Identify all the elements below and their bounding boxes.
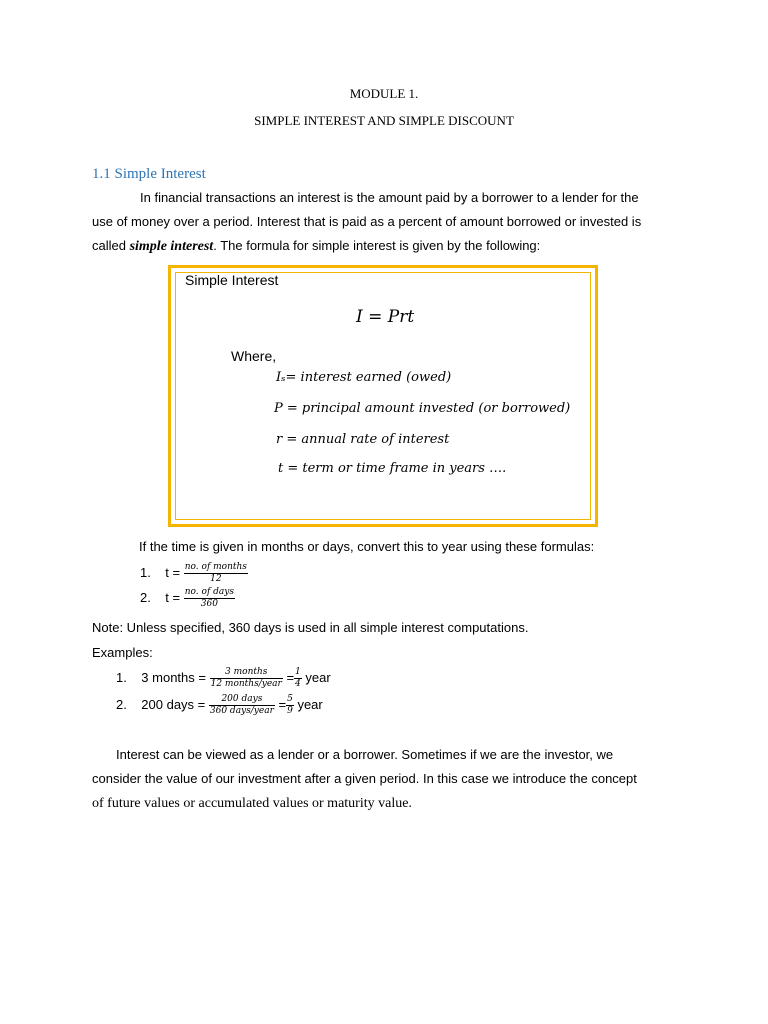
where-label: Where,: [231, 348, 277, 364]
example-item-2: 2. 200 days = $\frac{\text{200 days}}{\text{360 days/year}}$ = $\frac{5}{9}$ year: [116, 694, 323, 716]
intro-line-2: use of money over a period. Interest that is paid as a percent of amount borrowed or invested is: [92, 214, 642, 229]
simple-interest-term: simple interest: [129, 239, 214, 254]
examples-label: Examples:: [92, 645, 153, 660]
formula: I = Prt: [356, 307, 415, 327]
conversion-item-1: 1. t = $\frac{\text{no. of months}}{12}$: [140, 562, 247, 584]
module-subtitle: SIMPLE INTEREST AND SIMPLE DISCOUNT: [254, 113, 514, 128]
conversion-item-2: 2. t = $\frac{\text{no. of days}}{360}$: [140, 587, 234, 609]
formula-box: [168, 265, 598, 527]
definition-r: r = annual rate of interest: [276, 432, 450, 447]
note: Note: Unless specified, 360 days is used in all simple interest computations.: [92, 620, 529, 635]
definition-is: Iₛ= interest earned (owed): [276, 370, 452, 385]
module-title: MODULE 1.: [349, 86, 419, 101]
definition-p: P = principal amount invested (or borrowed): [274, 401, 571, 416]
intro-line-1: In financial transactions an interest is the amount paid by a borrower to a lender for the: [140, 190, 639, 205]
conversion-intro: If the time is given in months or days, convert this to year using these formulas:: [139, 539, 595, 554]
section-heading: 1.1 Simple Interest: [92, 166, 206, 182]
definition-t: t = term or time frame in years ….: [278, 461, 507, 476]
closing-line-1: Interest can be viewed as a lender or a borrower. Sometimes if we are the investor, we: [116, 747, 614, 762]
intro-line-3: called simple interest. The formula for simple interest is given by the following:: [92, 238, 541, 254]
formula-box-title: Simple Interest: [185, 272, 279, 288]
example-item-1: 1. 3 months = $\frac{\text{3 months}}{\text{12 months/year}}$ = $\frac{1}{4}$ year: [116, 667, 331, 689]
closing-line-2: consider the value of our investment after a given period. In this case we introduce the concept: [92, 771, 637, 786]
closing-line-3: of future values or accumulated values or maturity value.: [92, 796, 412, 811]
